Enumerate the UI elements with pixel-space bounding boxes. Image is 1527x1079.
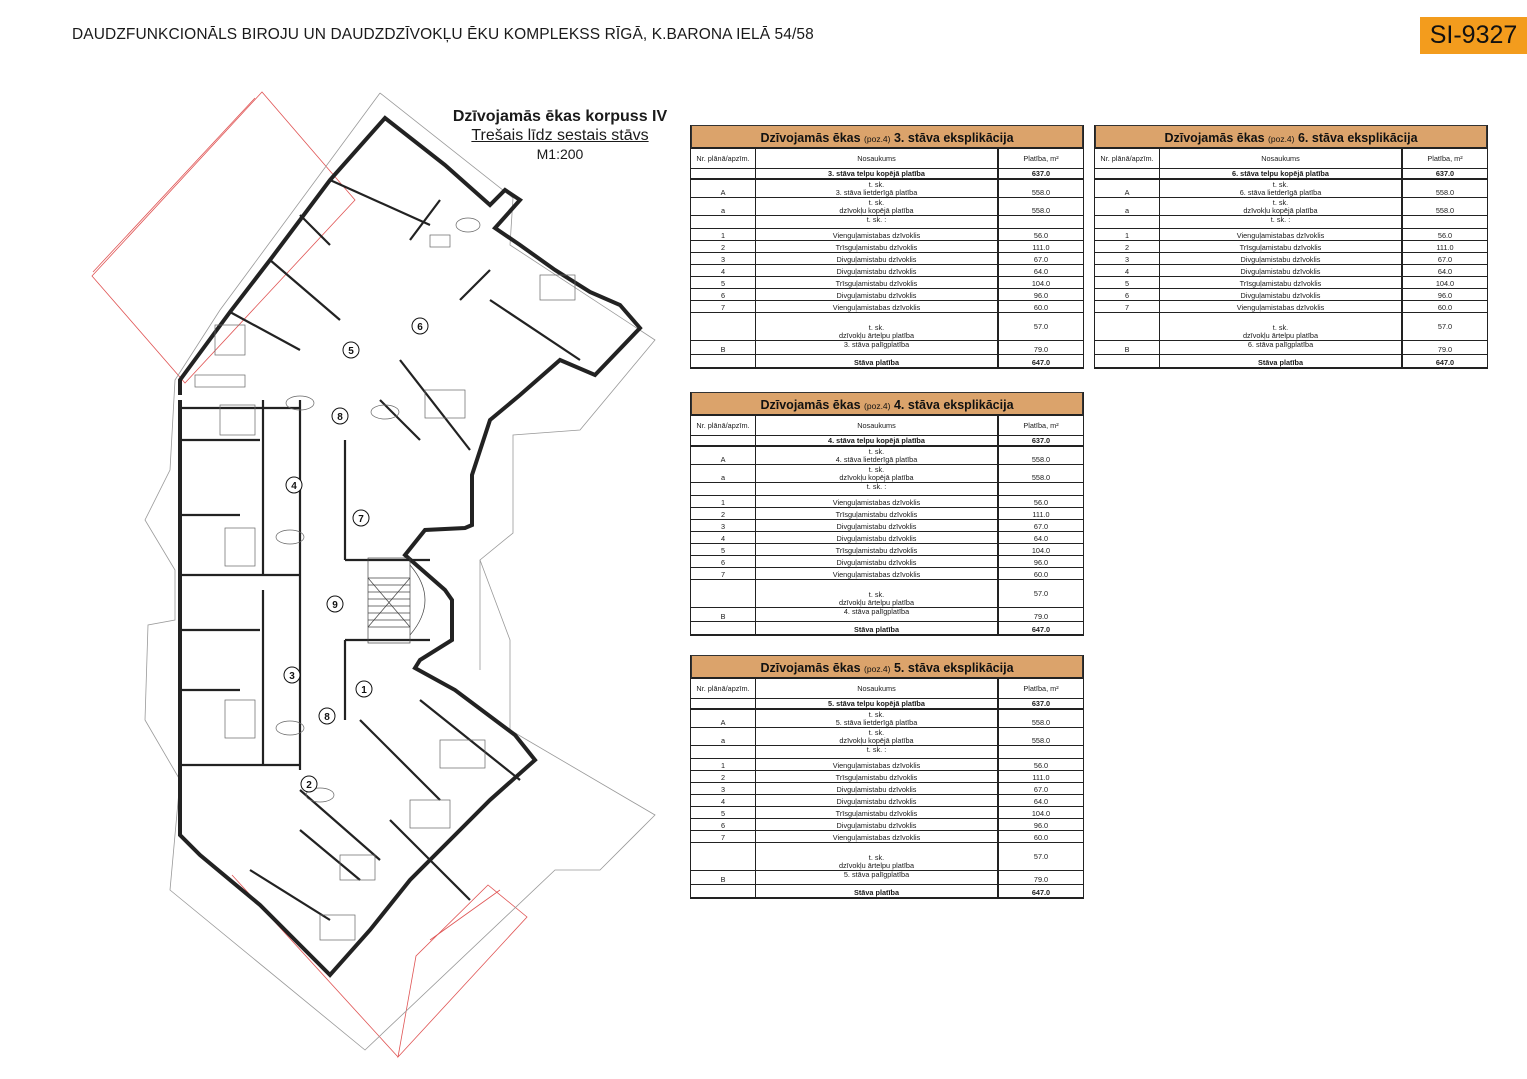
apartment-nr: 4 <box>1095 265 1160 277</box>
apartment-row <box>691 807 1083 819</box>
apartment-area: 111.0 <box>1032 773 1050 782</box>
apartment-row <box>691 819 1083 831</box>
apartment-name: Divguļamistabu dzīvoklis <box>756 253 999 265</box>
apartment-nr: 5 <box>691 807 756 819</box>
apartment-nr: 4 <box>691 265 756 277</box>
document-title: DAUDZFUNKCIONĀLS BIROJU UN DAUDZDZĪVOKĻU ĒKU KOMPLEKSS RĪGĀ, K.BARONA IELĀ 54/58 <box>72 26 814 43</box>
svg-text:9: 9 <box>332 600 338 611</box>
apartment-nr: 5 <box>691 544 756 556</box>
auxiliary-area-row: B 3. stāva palīgplatība 79.0 <box>691 341 1083 355</box>
outdoor-area-row: t. sk. dzīvokļu ārtelpu platība 57.0 <box>1095 313 1487 341</box>
apartment-nr: 7 <box>1095 301 1160 313</box>
table-heading: Dzīvojamās ēkas (poz.4) 5. stāva eksplikācija <box>691 655 1083 679</box>
apartment-area: 67.0 <box>1033 255 1049 264</box>
breakdown-label-row: t. sk. : <box>1095 216 1487 229</box>
apartment-nr: 6 <box>1095 289 1160 301</box>
apartment-nr: 1 <box>1095 229 1160 241</box>
plan-subtitle: Trešais līdz sestais stāvs <box>471 127 649 144</box>
apartment-row <box>691 795 1083 807</box>
apartment-nr: 4 <box>691 532 756 544</box>
explication-table-floor5 <box>690 655 1084 899</box>
col-area: Platība, m² <box>1427 153 1463 163</box>
total-area-row: 5. stāva telpu kopējā platība 637.0 <box>691 699 1083 710</box>
furniture <box>195 218 575 940</box>
apartment-name: Divguļamistabu dzīvoklis <box>756 265 999 277</box>
apartments-area-row: a t. sk. dzīvokļu kopējā platība 558.0 <box>691 728 1083 746</box>
apartment-name: Trīsguļamistabu dzīvoklis <box>756 508 999 520</box>
apartment-name: Vienguļamistabas dzīvoklis <box>756 496 999 508</box>
floor-area-row: Stāva platība 647.0 <box>691 355 1083 369</box>
apartment-nr: 1 <box>691 759 756 771</box>
total-area-row: 6. stāva telpu kopējā platība 637.0 <box>1095 169 1487 180</box>
apartment-row <box>691 568 1083 580</box>
column-header-row <box>691 416 1083 436</box>
svg-text:6: 6 <box>417 322 423 333</box>
room-marker-2 <box>301 776 317 792</box>
apartment-area: 104.0 <box>1031 809 1051 818</box>
room-marker-6 <box>412 318 428 334</box>
col-area: Platība, m² <box>1023 683 1059 693</box>
plan-title: Dzīvojamās ēkas korpuss IV <box>452 108 668 125</box>
breakdown-label-row: t. sk. : <box>691 216 1083 229</box>
apartment-name: Divguļamistabu dzīvoklis <box>1160 289 1403 301</box>
col-nr: Nr. plānā/apzīm. <box>691 416 756 436</box>
col-nr: Nr. plānā/apzīm. <box>691 679 756 699</box>
apartment-name: Divguļamistabu dzīvoklis <box>1160 253 1403 265</box>
apartment-area: 111.0 <box>1436 243 1454 252</box>
table-heading: Dzīvojamās ēkas (poz.4) 6. stāva eksplikācija <box>1095 125 1487 149</box>
apartment-row <box>1095 229 1487 241</box>
apartment-nr: 7 <box>691 568 756 580</box>
outdoor-area-row: t. sk. dzīvokļu ārtelpu platība 57.0 <box>691 313 1083 341</box>
apartment-nr: 6 <box>691 819 756 831</box>
room-marker-9 <box>327 596 343 612</box>
outdoor-area-row: t. sk. dzīvokļu ārtelpu platība 57.0 <box>691 843 1083 871</box>
floor-area-row: Stāva platība 647.0 <box>1095 355 1487 369</box>
col-nr: Nr. plānā/apzīm. <box>1095 149 1160 169</box>
apartment-name: Divguļamistabu dzīvoklis <box>756 783 999 795</box>
apartment-area: 56.0 <box>1033 231 1049 240</box>
apartment-nr: 1 <box>691 229 756 241</box>
explication-table-floor4 <box>690 392 1084 636</box>
col-nr: Nr. plānā/apzīm. <box>691 149 756 169</box>
apartment-nr: 1 <box>691 496 756 508</box>
apartment-area: 56.0 <box>1033 761 1049 770</box>
apartment-row <box>691 783 1083 795</box>
apartment-row <box>1095 265 1487 277</box>
col-name: Nosaukums <box>1160 149 1403 169</box>
apartment-nr: 4 <box>691 795 756 807</box>
apartment-area: 64.0 <box>1033 534 1049 543</box>
apartment-row <box>1095 301 1487 313</box>
apartment-name: Vienguļamistabas dzīvoklis <box>756 301 999 313</box>
apartment-name: Vienguļamistabas dzīvoklis <box>756 759 999 771</box>
apartment-area: 60.0 <box>1033 303 1049 312</box>
apartment-name: Divguļamistabu dzīvoklis <box>756 819 999 831</box>
interior-walls <box>180 180 580 920</box>
apartment-name: Vienguļamistabas dzīvoklis <box>756 831 999 843</box>
apartment-name: Vienguļamistabas dzīvoklis <box>756 229 999 241</box>
apartment-row <box>1095 253 1487 265</box>
apartment-row <box>691 508 1083 520</box>
breakdown-label-row: t. sk. : <box>691 483 1083 496</box>
apartment-area: 56.0 <box>1033 498 1049 507</box>
col-area: Platība, m² <box>1023 420 1059 430</box>
apartments-area-row: a t. sk. dzīvokļu kopējā platība 558.0 <box>691 465 1083 483</box>
apartment-nr: 3 <box>691 783 756 795</box>
column-header-row <box>691 149 1083 169</box>
apartment-nr: 3 <box>691 520 756 532</box>
room-marker-7 <box>353 510 369 526</box>
apartment-row <box>691 265 1083 277</box>
apartments-area-row: a t. sk. dzīvokļu kopējā platība 558.0 <box>1095 198 1487 216</box>
document-code-badge: SI-9327 <box>1420 17 1527 54</box>
stairwell <box>368 558 425 643</box>
apartment-name: Trīsguļamistabu dzīvoklis <box>756 241 999 253</box>
svg-text:8: 8 <box>337 412 343 423</box>
apartment-area: 60.0 <box>1033 833 1049 842</box>
table-heading: Dzīvojamās ēkas (poz.4) 3. stāva eksplikācija <box>691 125 1083 149</box>
apartment-area: 67.0 <box>1033 785 1049 794</box>
svg-text:4: 4 <box>291 481 297 492</box>
apartment-area: 67.0 <box>1033 522 1049 531</box>
explication-table-floor6 <box>1094 125 1488 369</box>
apartment-name: Divguļamistabu dzīvoklis <box>756 520 999 532</box>
apartment-area: 104.0 <box>1031 546 1051 555</box>
apartment-area: 60.0 <box>1437 303 1453 312</box>
room-marker-5 <box>343 342 359 358</box>
apartment-nr: 2 <box>1095 241 1160 253</box>
col-name: Nosaukums <box>756 679 999 699</box>
auxiliary-area-row: B 4. stāva palīgplatība 79.0 <box>691 608 1083 622</box>
apartment-name: Divguļamistabu dzīvoklis <box>756 289 999 301</box>
building-walls <box>180 118 640 975</box>
apartment-row <box>691 771 1083 783</box>
svg-text:5: 5 <box>348 346 354 357</box>
svg-text:7: 7 <box>358 514 364 525</box>
apartment-nr: 7 <box>691 831 756 843</box>
floor-area-row: Stāva platība 647.0 <box>691 622 1083 636</box>
apartment-nr: 3 <box>691 253 756 265</box>
plan-title-block <box>400 108 720 162</box>
apartment-nr: 2 <box>691 508 756 520</box>
apartment-name: Trīsguļamistabu dzīvoklis <box>756 807 999 819</box>
col-name: Nosaukums <box>756 416 999 436</box>
useful-area-row: A t. sk. 4. stāva lietderīgā platība 558.0 <box>691 446 1083 465</box>
apartment-nr: 2 <box>691 241 756 253</box>
apartment-name: Trīsguļamistabu dzīvoklis <box>1160 277 1403 289</box>
building-envelope <box>145 93 655 1050</box>
apartment-name: Trīsguļamistabu dzīvoklis <box>756 771 999 783</box>
apartment-nr: 2 <box>691 771 756 783</box>
apartment-name: Divguļamistabu dzīvoklis <box>756 556 999 568</box>
apartment-area: 67.0 <box>1437 255 1453 264</box>
room-marker-8-bottom <box>319 708 335 724</box>
breakdown-label-row: t. sk. : <box>691 746 1083 759</box>
apartment-row <box>691 520 1083 532</box>
apartment-area: 60.0 <box>1033 570 1049 579</box>
room-marker-4 <box>286 477 302 493</box>
site-boundary <box>92 92 527 1057</box>
table-heading: Dzīvojamās ēkas (poz.4) 4. stāva eksplikācija <box>691 392 1083 416</box>
apartment-area: 96.0 <box>1033 291 1049 300</box>
apartment-row <box>691 289 1083 301</box>
apartment-name: Divguļamistabu dzīvoklis <box>756 532 999 544</box>
column-header-row <box>691 679 1083 699</box>
apartment-name: Divguļamistabu dzīvoklis <box>1160 265 1403 277</box>
apartment-nr: 6 <box>691 289 756 301</box>
apartment-row <box>691 241 1083 253</box>
apartment-area: 104.0 <box>1435 279 1455 288</box>
apartment-name: Vienguļamistabas dzīvoklis <box>1160 301 1403 313</box>
apartment-row <box>691 556 1083 568</box>
room-marker-8-top <box>332 408 348 424</box>
apartment-name: Trīsguļamistabu dzīvoklis <box>1160 241 1403 253</box>
explication-table-floor3 <box>690 125 1084 369</box>
floor-area-row: Stāva platība 647.0 <box>691 885 1083 899</box>
apartment-row <box>691 253 1083 265</box>
apartment-area: 96.0 <box>1033 821 1049 830</box>
apartment-row <box>1095 241 1487 253</box>
apartment-row <box>691 759 1083 771</box>
apartment-nr: 5 <box>691 277 756 289</box>
svg-text:2: 2 <box>306 780 312 791</box>
apartment-area: 111.0 <box>1032 510 1050 519</box>
apartment-row <box>691 496 1083 508</box>
room-marker-1 <box>356 681 372 697</box>
room-marker-3 <box>284 667 300 683</box>
apartment-area: 64.0 <box>1033 797 1049 806</box>
apartment-name: Vienguļamistabas dzīvoklis <box>756 568 999 580</box>
apartment-name: Vienguļamistabas dzīvoklis <box>1160 229 1403 241</box>
apartments-area-row: a t. sk. dzīvokļu kopējā platība 558.0 <box>691 198 1083 216</box>
apartment-row <box>691 544 1083 556</box>
svg-text:3: 3 <box>289 671 295 682</box>
apartment-nr: 5 <box>1095 277 1160 289</box>
apartment-nr: 3 <box>1095 253 1160 265</box>
apartment-name: Trīsguļamistabu dzīvoklis <box>756 544 999 556</box>
auxiliary-area-row: B 6. stāva palīgplatība 79.0 <box>1095 341 1487 355</box>
apartment-area: 96.0 <box>1437 291 1453 300</box>
total-area-row: 3. stāva telpu kopējā platība 637.0 <box>691 169 1083 180</box>
column-header-row <box>1095 149 1487 169</box>
useful-area-row: A t. sk. 5. stāva lietderīgā platība 558.0 <box>691 709 1083 728</box>
plan-scale: M1:200 <box>536 146 584 162</box>
svg-text:8: 8 <box>324 712 330 723</box>
apartment-area: 96.0 <box>1033 558 1049 567</box>
apartment-area: 56.0 <box>1437 231 1453 240</box>
col-area: Platība, m² <box>1023 153 1059 163</box>
auxiliary-area-row: B 5. stāva palīgplatība 79.0 <box>691 871 1083 885</box>
apartment-name: Trīsguļamistabu dzīvoklis <box>756 277 999 289</box>
outdoor-area-row: t. sk. dzīvokļu ārtelpu platība 57.0 <box>691 580 1083 608</box>
total-area-row: 4. stāva telpu kopējā platība 637.0 <box>691 436 1083 447</box>
apartment-name: Divguļamistabu dzīvoklis <box>756 795 999 807</box>
col-name: Nosaukums <box>756 149 999 169</box>
apartment-row <box>691 229 1083 241</box>
apartment-row <box>691 277 1083 289</box>
apartment-area: 64.0 <box>1033 267 1049 276</box>
apartment-row <box>1095 277 1487 289</box>
apartment-row <box>691 831 1083 843</box>
svg-text:1: 1 <box>361 685 367 696</box>
apartment-row <box>691 301 1083 313</box>
apartment-area: 104.0 <box>1031 279 1051 288</box>
apartment-nr: 7 <box>691 301 756 313</box>
useful-area-row: A t. sk. 3. stāva lietderīgā platība 558.0 <box>691 179 1083 198</box>
apartment-nr: 6 <box>691 556 756 568</box>
apartment-row <box>1095 289 1487 301</box>
apartment-area: 64.0 <box>1437 267 1453 276</box>
apartment-area: 111.0 <box>1032 243 1050 252</box>
apartment-row <box>691 532 1083 544</box>
useful-area-row: A t. sk. 6. stāva lietderīgā platība 558.0 <box>1095 179 1487 198</box>
